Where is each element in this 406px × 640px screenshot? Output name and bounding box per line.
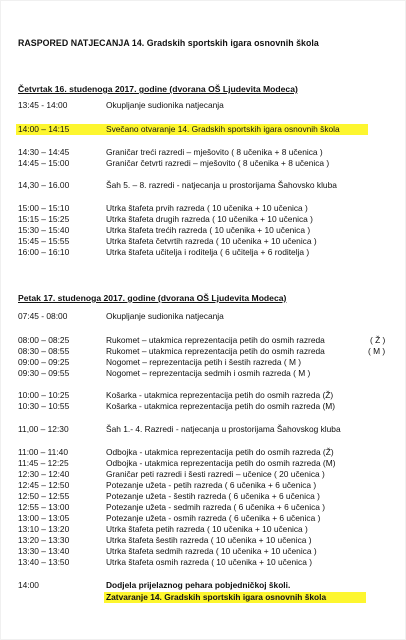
schedule-row bbox=[0, 535, 406, 546]
row-time: 11,00 – 12:30 bbox=[18, 424, 69, 434]
schedule-row bbox=[0, 524, 406, 535]
closing-time: 14:00 bbox=[18, 580, 39, 590]
schedule-row bbox=[0, 225, 406, 236]
schedule-row bbox=[0, 368, 406, 379]
closing-row-2 bbox=[0, 592, 406, 603]
row-description: Šah 5. – 8. razredi - natjecanja u prostorijama Šahovsko kluba bbox=[106, 180, 337, 190]
schedule-row bbox=[0, 346, 406, 357]
row-time: 09:00 – 09:25 bbox=[18, 357, 70, 367]
row-description: Odbojka - utakmica reprezentacija petih do osmih razreda (Ž) bbox=[106, 447, 334, 457]
row-description: Rukomet – utakmica reprezentacija petih do osmih razreda bbox=[106, 346, 325, 356]
schedule-row bbox=[0, 458, 406, 469]
row-time: 15:30 – 15:40 bbox=[18, 225, 70, 235]
row-description: Graničar treći razredi – mješovito ( 8 učenika + 8 učenica ) bbox=[106, 147, 323, 157]
row-description: Nogomet – reprezentacija sedmih i osmih razreda ( M ) bbox=[106, 368, 311, 378]
schedule-row bbox=[0, 100, 406, 111]
closing-award: Dodjela prijelaznog pehara pobjedničkoj školi. bbox=[106, 580, 291, 590]
row-time: 13:30 – 13:40 bbox=[18, 546, 70, 556]
row-time: 12:30 – 12:40 bbox=[18, 469, 70, 479]
schedule-row bbox=[0, 335, 406, 346]
row-time: 13:20 – 13:30 bbox=[18, 535, 70, 545]
row-time: 11:45 – 12:25 bbox=[18, 458, 69, 468]
day1-heading: Četvrtak 16. studenoga 2017. godine (dvorana OŠ Ljudevita Modeca) bbox=[18, 84, 298, 94]
row-tag: ( Ž ) bbox=[370, 335, 386, 345]
row-description: Utrka štafeta četvrtih razreda ( 10 učenika + 10 učenica ) bbox=[106, 236, 317, 246]
schedule-row bbox=[0, 203, 406, 214]
schedule-row bbox=[0, 546, 406, 557]
schedule-row bbox=[0, 513, 406, 524]
row-description: Utrka štafeta petih razreda ( 10 učenika + 10 učenica ) bbox=[106, 524, 308, 534]
schedule-row bbox=[0, 311, 406, 322]
row-time: 09:30 – 09:55 bbox=[18, 368, 70, 378]
schedule-row bbox=[0, 147, 406, 158]
schedule-row-opening bbox=[0, 124, 406, 135]
row-time: 15:00 – 15:10 bbox=[18, 203, 70, 213]
row-description: Utrka štafeta šestih razreda ( 10 učenika + 10 učenica ) bbox=[106, 535, 312, 545]
row-description: Graničar četvrti razredi – mješovito ( 8 učenika + 8 učenica ) bbox=[106, 158, 330, 168]
row-time: 16:00 – 16:10 bbox=[18, 247, 70, 257]
row-description: Košarka - utakmica reprezentacija petih do osmih razreda (M) bbox=[106, 401, 336, 411]
row-time: 13:00 – 13:05 bbox=[18, 513, 70, 523]
row-time: 07:45 - 08:00 bbox=[18, 311, 68, 321]
row-tag: ( M ) bbox=[368, 346, 386, 356]
row-description: Potezanje užeta - petih razreda ( 6 učenika + 6 učenica ) bbox=[106, 480, 317, 490]
row-description: Svečano otvaranje 14. Gradskih sportskih igara osnovnih škola bbox=[106, 124, 340, 134]
schedule-row bbox=[0, 357, 406, 368]
schedule-row bbox=[0, 557, 406, 568]
schedule-row bbox=[0, 502, 406, 513]
row-time: 11:00 – 11:40 bbox=[18, 447, 68, 457]
row-description: Šah 1.- 4. Razredi - natjecanja u prostorijama Šahovskog kluba bbox=[106, 424, 341, 434]
row-description: Utrka štafeta osmih razreda ( 10 učenika + 10 učenica ) bbox=[106, 557, 312, 567]
row-time: 14:00 – 14:15 bbox=[18, 124, 70, 134]
schedule-row bbox=[0, 480, 406, 491]
row-time: 14,30 – 16.00 bbox=[18, 180, 70, 190]
row-description: Potezanje užeta - sedmih razreda ( 6 učenika + 6 učenica ) bbox=[106, 502, 326, 512]
row-description: Graničar peti razredi i šesti razredi – učenice ( 20 učenica ) bbox=[106, 469, 325, 479]
schedule-row bbox=[0, 214, 406, 225]
page-title: RASPORED NATJECANJA 14. Gradskih sportskih igara osnovnih škola bbox=[18, 38, 319, 48]
row-time: 14:30 – 14:45 bbox=[18, 147, 70, 157]
row-description: Utrka štafeta trećih razreda ( 10 učenika + 10 učenica ) bbox=[106, 225, 311, 235]
closing-ceremony: Zatvaranje 14. Gradskih sportskih igara osnovnih škola bbox=[106, 592, 327, 602]
row-time: 15:45 – 15:55 bbox=[18, 236, 70, 246]
row-description: Potezanje užeta - osmih razreda ( 6 učenika + 6 učenica ) bbox=[106, 513, 321, 523]
row-description: Utrka štafeta prvih razreda ( 10 učenika + 10 učenica ) bbox=[106, 203, 308, 213]
row-description: Utrka štafeta drugih razreda ( 10 učenika + 10 učenica ) bbox=[106, 214, 313, 224]
row-time: 08:00 – 08:25 bbox=[18, 335, 70, 345]
row-description: Okupljanje sudionika natjecanja bbox=[106, 311, 224, 321]
schedule-row bbox=[0, 236, 406, 247]
row-description: Rukomet – utakmica reprezentacija petih do osmih razreda bbox=[106, 335, 325, 345]
row-description: Košarka - utakmica reprezentacija petih do osmih razreda (Ž) bbox=[106, 390, 334, 400]
row-description: Odbojka - utakmica reprezentacija petih do osmih razreda (M) bbox=[106, 458, 336, 468]
schedule-row bbox=[0, 469, 406, 480]
schedule-row bbox=[0, 491, 406, 502]
row-time: 12:50 – 12:55 bbox=[18, 491, 70, 501]
row-time: 10:30 – 10:55 bbox=[18, 401, 70, 411]
row-time: 13:40 – 13:50 bbox=[18, 557, 70, 567]
row-description: Potezanje užeta - šestih razreda ( 6 učenika + 6 učenica ) bbox=[106, 491, 320, 501]
row-time: 13:45 - 14:00 bbox=[18, 100, 68, 110]
row-description: Utrka štafeta učitelja i roditelja ( 6 učitelja + 6 roditelja ) bbox=[106, 247, 310, 257]
row-time: 14:45 – 15:00 bbox=[18, 158, 70, 168]
row-description: Okupljanje sudionika natjecanja bbox=[106, 100, 224, 110]
schedule-row bbox=[0, 447, 406, 458]
row-time: 12:55 – 13:00 bbox=[18, 502, 70, 512]
row-time: 15:15 – 15:25 bbox=[18, 214, 70, 224]
schedule-row bbox=[0, 424, 406, 435]
row-time: 13:10 – 13:20 bbox=[18, 524, 70, 534]
day2-heading: Petak 17. studenoga 2017. godine (dvorana OŠ Ljudevita Modeca) bbox=[18, 293, 287, 303]
schedule-row bbox=[0, 401, 406, 412]
row-time: 12:45 – 12:50 bbox=[18, 480, 70, 490]
schedule-row bbox=[0, 390, 406, 401]
closing-row bbox=[0, 580, 406, 591]
schedule-row bbox=[0, 247, 406, 258]
row-time: 08:30 – 08:55 bbox=[18, 346, 70, 356]
row-time: 10:00 – 10:25 bbox=[18, 390, 70, 400]
schedule-row bbox=[0, 158, 406, 169]
row-description: Nogomet – reprezentacija petih i šestih razreda ( M ) bbox=[106, 357, 302, 367]
row-description: Utrka štafeta sedmih razreda ( 10 učenika + 10 učenica ) bbox=[106, 546, 317, 556]
schedule-row bbox=[0, 180, 406, 191]
